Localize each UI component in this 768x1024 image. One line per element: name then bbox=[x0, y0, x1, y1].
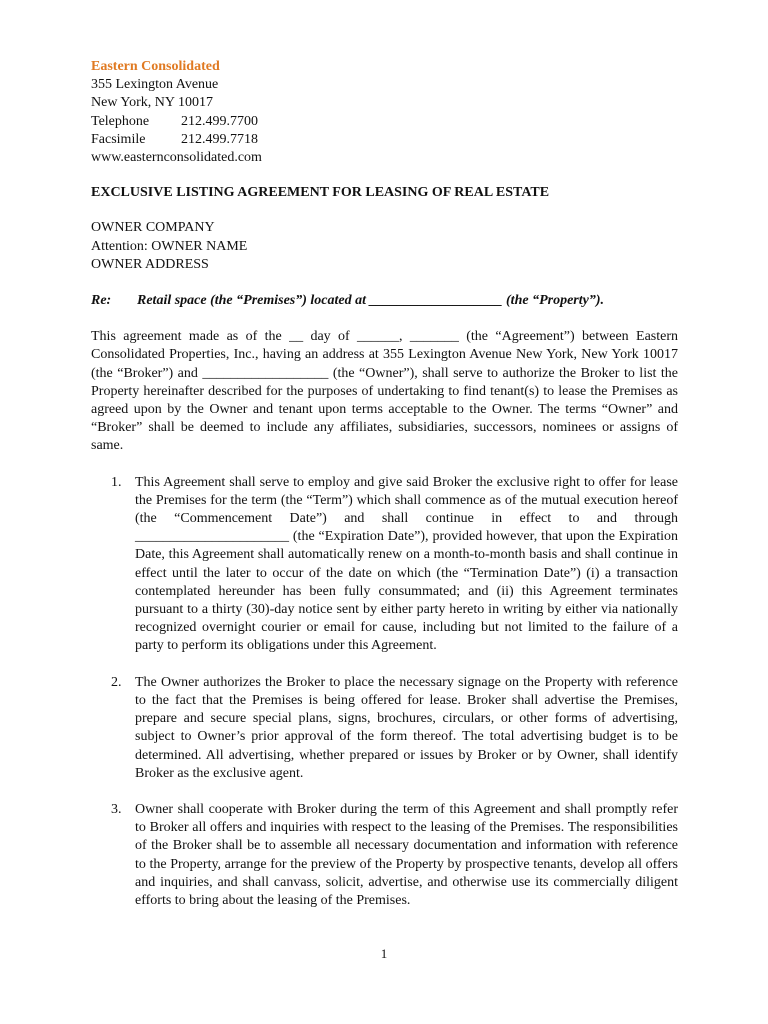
fax-number: 212.499.7718 bbox=[181, 131, 258, 147]
clause-text: The Owner authorizes the Broker to place the necessary signage on the Property with reference to the fact that the Premises is being offered for lease. Broker shall advertise the Premises, prepare and secure special plans, signs, brochures, circulars, or other forms of advertising, subject to Owner’s prior approval of the form thereof. The total advertising budget is to be determined. All advertising, whether prepared or issues by Broker or by Owner, shall identify Broker as the exclusive agent. bbox=[135, 674, 678, 781]
clause-2 bbox=[91, 674, 678, 783]
clause-3 bbox=[91, 801, 678, 910]
clause-number: 1. bbox=[111, 474, 122, 490]
phone-label: Telephone bbox=[91, 113, 150, 129]
intro-paragraph: This agreement made as of the __ day of ______, _______ (the “Agreement”) between Eastern Consolidated Properties, Inc., having an address at 355 Lexington Avenue New York, New York 10017 (the “Broker”) and __________________ (the “Owner”), shall serve to authorize the Broker to list the Property hereinafter described for the purposes of undertaking to find tenant(s) to lease the Premises as agreed upon by the Owner and tenant upon terms acceptable to the Owner. The terms “Owner” and “Broker” shall be deemed to include any affiliates, subsidiaries, successors, nominees or assigns of same. bbox=[91, 329, 678, 454]
fax-label: Facsimile bbox=[91, 131, 146, 147]
letterhead bbox=[91, 58, 678, 167]
company-city: New York, NY 10017 bbox=[91, 95, 213, 111]
recipient-address: OWNER ADDRESS bbox=[91, 256, 209, 272]
company-fax-line bbox=[91, 131, 678, 149]
recipient-company: OWNER COMPANY bbox=[91, 220, 215, 236]
clause-text: This Agreement shall serve to employ and give said Broker the exclusive right to offer for lease the Premises for the term (the “Term”) which shall commence as of the mutual execution hereof (the “Commencement Date”) and shall continue in effect to and through ______________________ (the “Expiration Date”), provided however, that upon the Expiration Date, this Agreement shall automatically renew on a month-to-month basis and shall continue in effect until the later to occur of the date on which (the “Termination Date”) (i) a transaction contemplated hereunder has been fully consummated; and (ii) this Agreement terminates pursuant to a thirty (30)-day notice sent by either party hereto in writing by either via nationally recognized overnight courier or email for cause, including but not limited to the failure of a party to perform its obligations under this Agreement. bbox=[135, 474, 678, 654]
clause-number: 2. bbox=[111, 674, 122, 690]
clause-list bbox=[91, 474, 678, 910]
re-text: Retail space (the “Premises”) located at ___________________ (the “Property”). bbox=[137, 293, 604, 309]
clause-text: Owner shall cooperate with Broker during the term of this Agreement and shall promptly refer to Broker all offers and inquiries with respect to the leasing of the Premises. The responsibilities of the Broker shall be to assemble all necessary documentation and information with reference to the Property, arrange for the preview of the Property by prospective tenants, develop all offers and inquiries, and shall canvass, solicit, advertise, and otherwise use its commercially diligent efforts to bring about the leasing of the Premises. bbox=[135, 801, 678, 908]
clause-1 bbox=[91, 474, 678, 656]
recipient-attention: Attention: OWNER NAME bbox=[91, 238, 248, 254]
company-street: 355 Lexington Avenue bbox=[91, 77, 219, 93]
document-title: EXCLUSIVE LISTING AGREEMENT FOR LEASING OF REAL ESTATE bbox=[91, 185, 550, 201]
company-name: Eastern Consolidated bbox=[91, 59, 220, 74]
company-website: www.easternconsolidated.com bbox=[91, 150, 262, 166]
re-label: Re: bbox=[91, 293, 112, 309]
recipient-block bbox=[91, 219, 678, 274]
phone-number: 212.499.7700 bbox=[181, 113, 258, 129]
page-number: 1 bbox=[380, 946, 388, 961]
company-phone-line bbox=[91, 113, 678, 131]
clause-number: 3. bbox=[111, 801, 122, 817]
re-line bbox=[91, 292, 678, 310]
